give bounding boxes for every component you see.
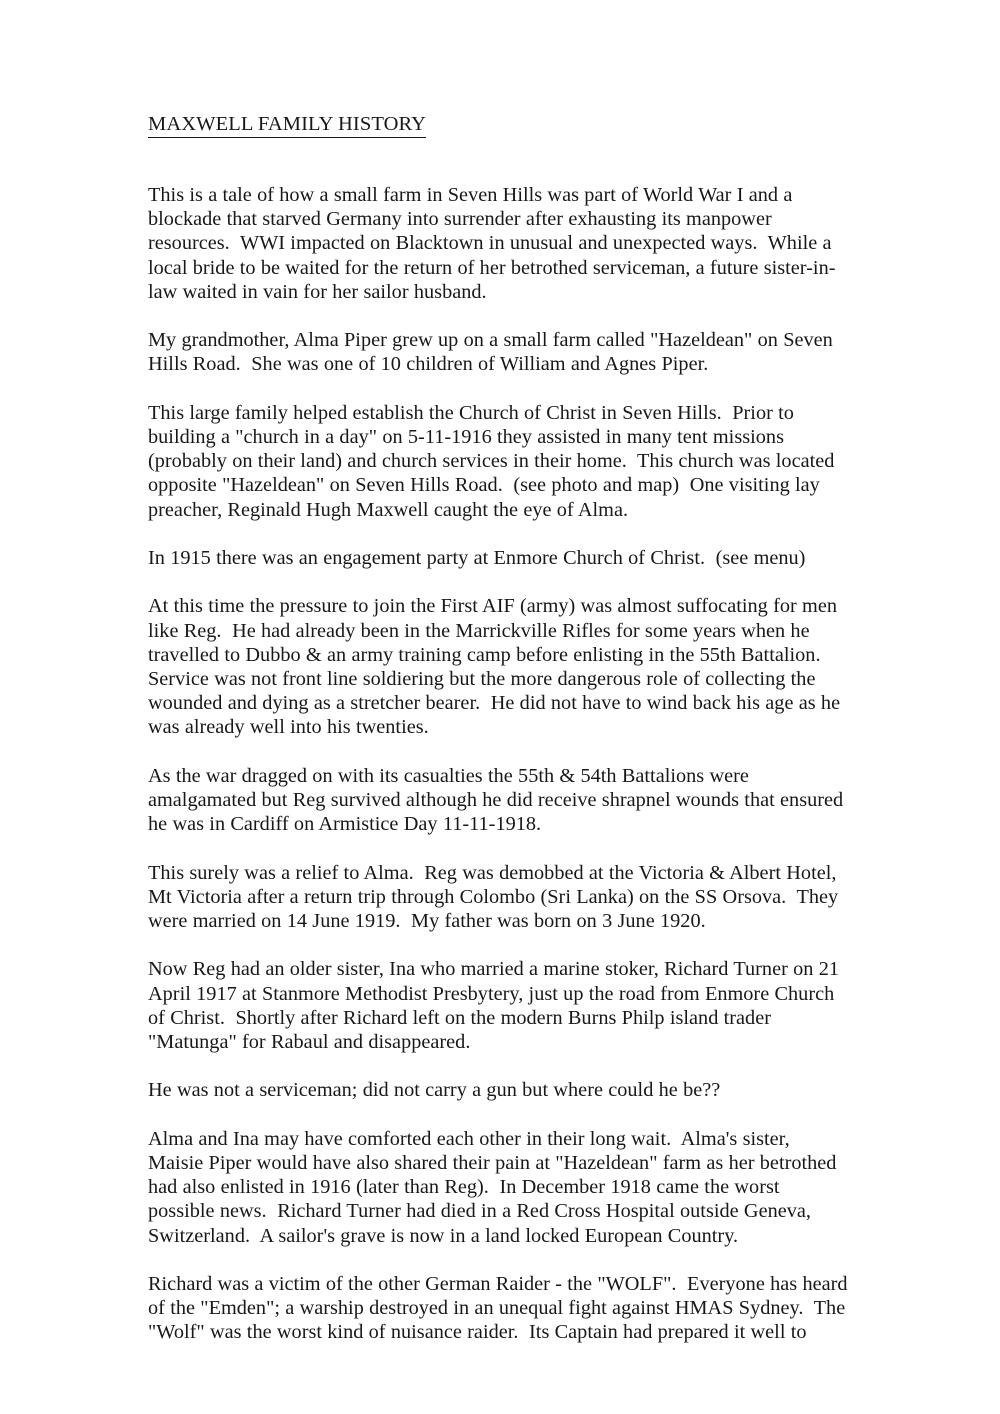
paragraph-demobbed-marriage: This surely was a relief to Alma. Reg was demobbed at the Victoria & Albert Hotel, Mt Victoria after a return trip through Colombo (Sri Lanka) on the SS Orsova. They were married on 14 June 1919. My father was born on 3 June 1920. — [148, 861, 844, 932]
page-title: MAXWELL FAMILY HISTORY — [148, 112, 426, 138]
document-body — [148, 112, 853, 1345]
paragraph-german-raider-wolf: Richard was a victim of the other German Raider - the "WOLF". Everyone has heard of the "Emden"; a warship destroyed in an unequal fight against HMAS Sydney. The "Wolf" was the worst kind of nuisance raider. Its Captain had prepared it well to — [148, 1272, 853, 1344]
paragraph-engagement-party: In 1915 there was an engagement party at Enmore Church of Christ. (see menu) — [148, 547, 806, 569]
page-title-row — [148, 112, 850, 162]
paragraph-battalion-amalgamation: As the war dragged on with its casualties the 55th & 54th Battalions were amalgamated but Reg survived although he did receive shrapnel wounds that ensured he was in Cardiff on Armistice Day 11-11-1918. — [148, 764, 849, 836]
paragraph-enlistment-aif: At this time the pressure to join the First AIF (army) was almost suffocating for men like Reg. He had already been in the Marrickville Rifles for some years when he travelled to Dubbo & an army training camp before enlisting in the 55th Battalion. Service was not front line soldiering but the more dangerous role of collecting the wounded and dying as a stretcher bearer. He did not have to wind back his age as he was already well into his twenties. — [148, 595, 846, 739]
paragraph-church-of-christ: This large family helped establish the Church of Christ in Seven Hills. Prior to building a "church in a day" on 5-11-1916 they assisted in many tent missions (probably on their land) and church services in their home. This church was located opposite "Hazeldean" on Seven Hills Road. (see photo and map) One visiting lay preacher, Reginald Hugh Maxwell caught the eye of Alma. — [148, 401, 840, 521]
paragraph-grandmother-alma-piper: My grandmother, Alma Piper grew up on a small farm called "Hazeldean" on Seven Hills Road. She was one of 10 children of William and Agnes Piper. — [148, 329, 839, 376]
paragraph-sister-ina-richard-turner: Now Reg had an older sister, Ina who married a marine stoker, Richard Turner on 21 April 1917 at Stanmore Methodist Presbytery, just up the road from Enmore Church of Christ. Shortly after Richard left on the modern Burns Philp island trader "Matunga" for Rabaul and disappeared. — [148, 958, 844, 1053]
paragraph-alma-and-ina-wait: Alma and Ina may have comforted each other in their long wait. Alma's sister, Maisie Piper would have also shared their pain at "Hazeldean" farm as her betrothed had also enlisted in 1916 (later than Reg). In December 1918 came the worst possible news. Richard Turner had died in a Red Cross Hospital outside Geneva, Switzerland. A sailor's grave is now in a land locked European Country. — [148, 1127, 842, 1247]
paragraph-not-a-serviceman: He was not a serviceman; did not carry a gun but where could he be?? — [148, 1079, 721, 1102]
paragraph-intro: This is a tale of how a small farm in Seven Hills was part of World War I and a blockade that starved Germany into surrender after exhausting its manpower resources. WWI impacted on Blacktown in unusual and unexpected ways. While a local bride to be waited for the return of her betrothed serviceman, a future sister-in-law waited in vain for her sailor husband. — [148, 184, 837, 303]
